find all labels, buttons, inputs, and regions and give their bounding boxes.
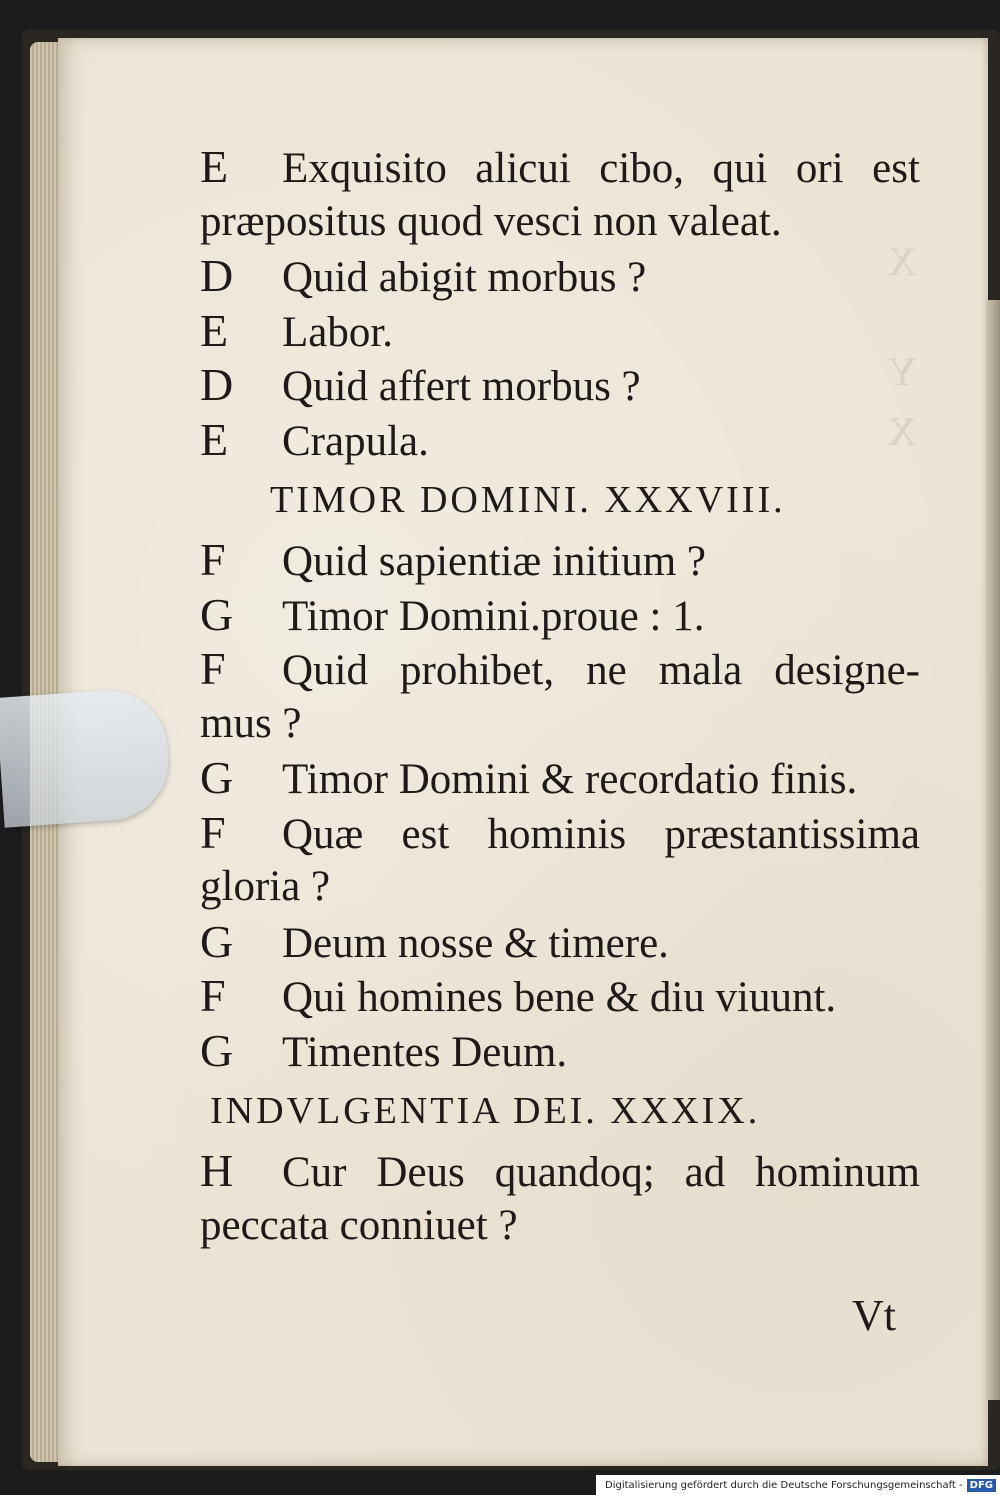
text-line	[200, 969, 930, 1024]
word: qui	[712, 145, 768, 192]
word: Quid	[282, 647, 368, 694]
word: Cur	[282, 1149, 347, 1196]
line-text: Timor Domini.proue : 1.	[282, 592, 705, 640]
text-line	[200, 642, 920, 697]
clear-strap	[0, 686, 172, 827]
speaker-letter: H	[200, 1145, 234, 1196]
text-line	[200, 249, 930, 304]
show-through-text: X	[888, 409, 917, 454]
line-text: Timor Domini & recordatio finis.	[282, 756, 858, 803]
speaker-letter: D	[200, 359, 234, 410]
text-line	[200, 806, 920, 861]
text-line	[200, 304, 930, 359]
speaker-letter: F	[200, 970, 226, 1021]
word: mala	[658, 647, 743, 694]
word: præstantissima	[664, 810, 920, 858]
word: quandoq;	[494, 1149, 655, 1196]
word: ad	[684, 1149, 726, 1196]
word: est	[401, 810, 450, 858]
speaker-letter: F	[200, 806, 226, 858]
word: prohibet,	[400, 647, 555, 694]
text-line	[200, 588, 930, 643]
speaker-letter: G	[200, 1024, 234, 1076]
section-heading-indulgentia-dei: INDVLGENTIA DEI. XXXIX.	[210, 1090, 761, 1132]
speaker-letter: E	[200, 413, 229, 465]
line-text: gloria ?	[200, 863, 331, 910]
line-text: Crapula.	[282, 417, 429, 465]
text-line	[200, 358, 930, 413]
speaker-letter: G	[200, 752, 234, 803]
credit-text: Digitalisierung gefördert durch die Deutsche Forschungsgemeinschaft -	[605, 1479, 963, 1491]
line-text: Quid affert morbus ?	[282, 363, 641, 410]
speaker-letter: G	[200, 915, 234, 967]
text-line	[200, 1024, 930, 1079]
word: Deus	[376, 1149, 465, 1196]
word: est	[872, 145, 920, 192]
show-through-text: X	[888, 239, 917, 284]
text-line	[200, 915, 930, 970]
dialogue-block-2	[200, 533, 930, 1078]
text-line	[200, 413, 930, 468]
line-text	[282, 644, 920, 699]
line-text: Labor.	[282, 308, 394, 356]
speaker-letter: G	[200, 588, 234, 640]
line-text	[282, 142, 920, 197]
line-text	[282, 808, 920, 863]
text-line	[200, 533, 930, 588]
line-text: Qui homines bene & diu viuunt.	[282, 974, 837, 1021]
word: ne	[586, 647, 627, 694]
text-line	[200, 1199, 930, 1254]
section-heading-timor-domini: TIMOR DOMINI. XXXVIII.	[270, 479, 786, 521]
text-line	[200, 751, 930, 806]
line-text: præpositus quod vesci non valeat.	[200, 197, 782, 245]
show-through-text: Y	[888, 349, 917, 394]
word: Exquisito	[282, 145, 447, 192]
catchword: Vt	[852, 1291, 896, 1340]
word: designe-	[774, 647, 920, 694]
text-line	[200, 195, 930, 250]
word: hominis	[487, 810, 627, 858]
speaker-letter: E	[200, 304, 229, 356]
word: Quæ	[282, 810, 364, 858]
speaker-letter: F	[200, 534, 226, 585]
text-line	[200, 140, 920, 195]
speaker-letter: F	[200, 643, 226, 694]
dfg-logo: DFG	[967, 1479, 996, 1492]
word: alicui	[475, 145, 571, 192]
page-text	[200, 140, 930, 1253]
line-text: mus ?	[200, 699, 302, 747]
line-text: Deum nosse & timere.	[282, 919, 669, 967]
text-line	[200, 1144, 920, 1199]
line-text: peccata conniuet ?	[200, 1201, 518, 1249]
text-line	[200, 697, 930, 752]
speaker-letter: E	[200, 141, 229, 192]
speaker-letter: D	[200, 250, 234, 301]
word: ori	[795, 145, 844, 192]
dialogue-block-3	[200, 1144, 930, 1253]
facing-page-edge	[986, 300, 1000, 1400]
line-text: Quid sapientiæ initium ?	[282, 538, 706, 585]
digitization-credit	[596, 1475, 1000, 1495]
line-text: Timentes Deum.	[282, 1028, 568, 1076]
line-text: Quid abigit morbus ?	[282, 254, 647, 301]
text-line	[200, 860, 930, 915]
dialogue-block-1	[200, 140, 930, 467]
line-text	[282, 1146, 920, 1201]
word: cibo,	[599, 145, 685, 192]
word: hominum	[755, 1149, 920, 1196]
